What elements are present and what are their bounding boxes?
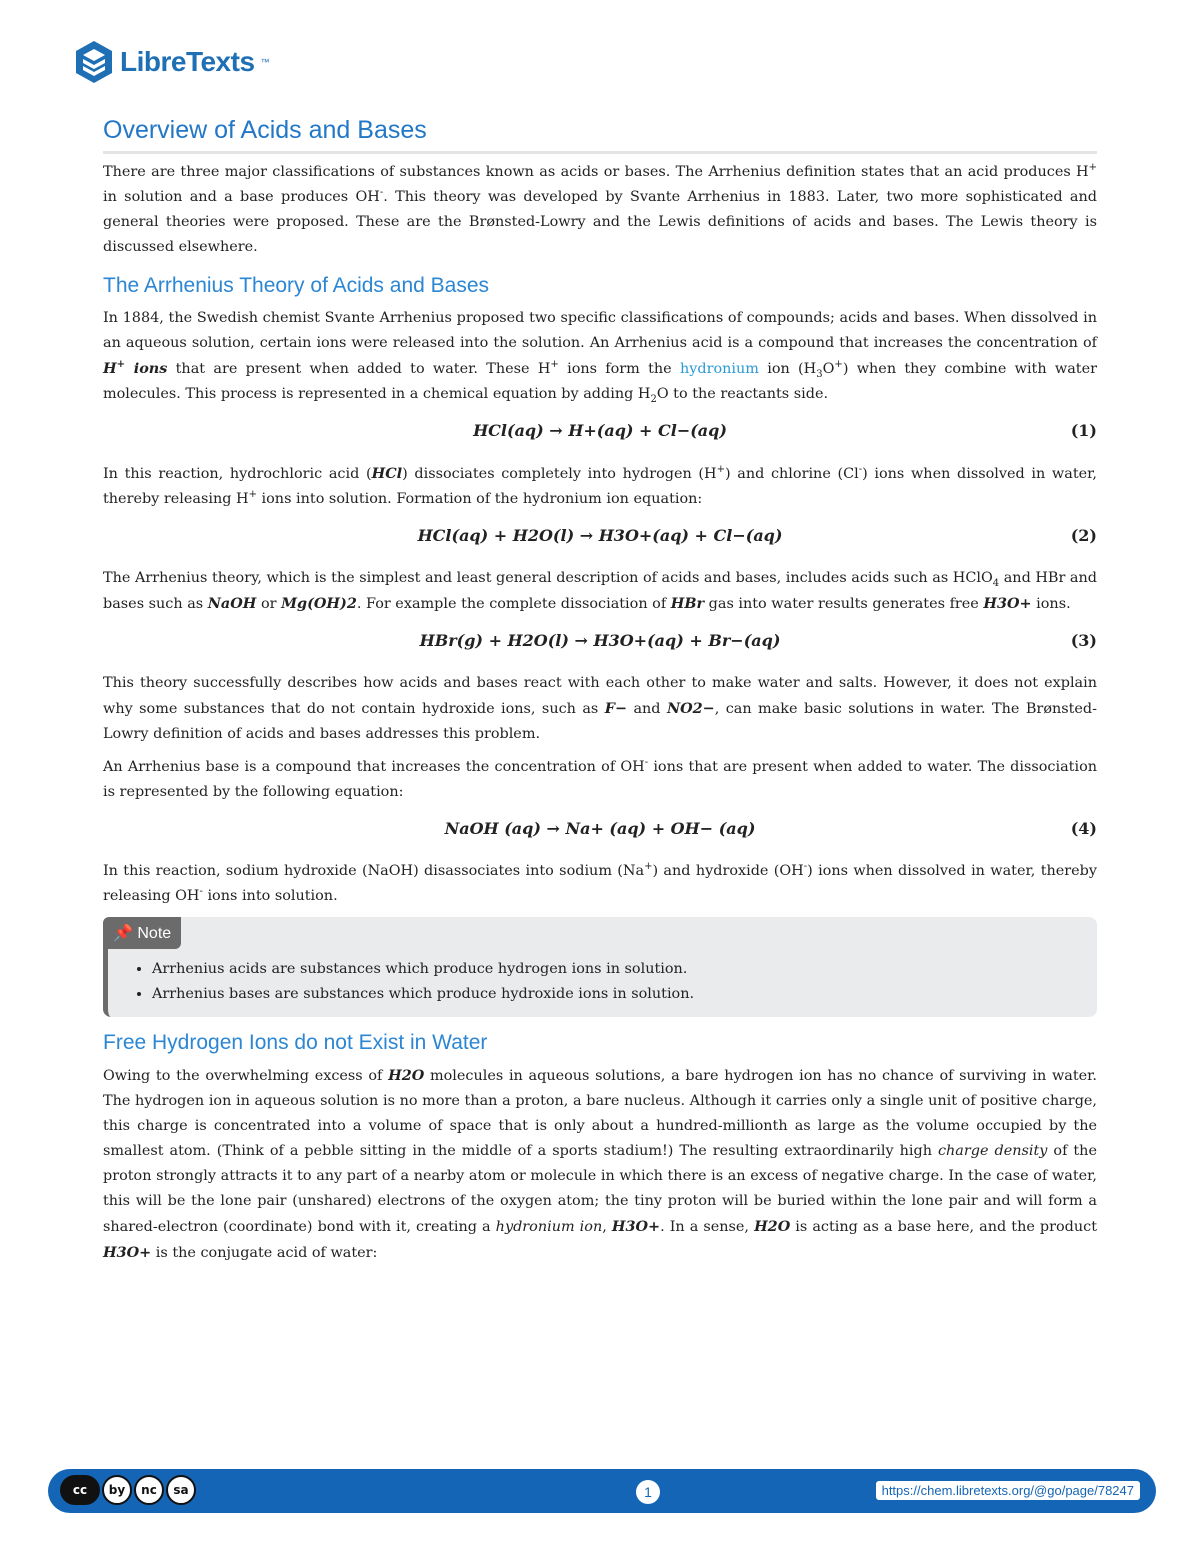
superscript: - bbox=[644, 757, 649, 769]
text: of the proton strongly attracts it to any part of a nearby atom or molecule in which there is an excess of negative charge. In the case of water, this will be the lone pair (unshared) electrons of the oxygen atom; the tiny proton will be buried within the lone pair and will form a shared-electron (coordinate) bond with it, creating a bbox=[103, 1143, 1097, 1235]
page-number: 1 bbox=[636, 1480, 660, 1504]
text: gas into water results generates free bbox=[704, 596, 984, 612]
chem-naoh: NaOH bbox=[207, 595, 257, 612]
license-icons[interactable] bbox=[60, 1475, 196, 1505]
chem-h2o: H2O bbox=[388, 1067, 425, 1084]
text: , bbox=[602, 1219, 612, 1235]
text: In 1884, the Swedish chemist Svante Arrhenius proposed two specific classifications of compounds; acids and bases. When dissolved in an aqueous solution, certain ions were released into the solution. An Arrhenius acid is a compound that increases the concentration of bbox=[103, 310, 1097, 351]
text: is acting as a base here, and the product bbox=[790, 1219, 1097, 1235]
arrhenius-paragraph-2 bbox=[103, 461, 1097, 512]
note-label: Note bbox=[137, 925, 172, 942]
chem-h3o-plus: H3O+ bbox=[611, 1218, 661, 1235]
equation-3 bbox=[103, 625, 1097, 665]
text: ) when they combine with water molecules. This process is represented in a chemical equation by adding H bbox=[103, 361, 1097, 402]
libretexts-logo-icon bbox=[74, 40, 114, 84]
equation-formula: HCl(aq) + H2O(l) → H3O+(aq) + Cl−(aq) bbox=[417, 526, 783, 545]
text: In this reaction, sodium hydroxide (NaOH) disassociates into sodium (Na bbox=[103, 863, 645, 879]
equation-number: (4) bbox=[1070, 819, 1097, 838]
text: An Arrhenius base is a compound that increases the concentration of OH bbox=[103, 759, 645, 775]
chem-hcl: HCl bbox=[371, 465, 403, 482]
superscript: + bbox=[116, 359, 125, 371]
text: ) dissociates completely into hydrogen (H bbox=[402, 466, 717, 482]
text: O bbox=[822, 361, 835, 377]
superscript: - bbox=[199, 886, 203, 898]
text: This theory successfully describes how acids and bases react with each other to make water and salts. However, it does not explain why some substances that do not contain hydroxide ions, such as bbox=[103, 675, 1097, 717]
text: . This theory was developed by Svante Arrhenius in 1883. Later, two more sophisticated and general theories were proposed. These are the Brønsted-Lowry and the Lewis definitions of acids and bases. The Lewis theory is discussed elsewhere. bbox=[103, 189, 1097, 255]
sa-icon: sa bbox=[166, 1475, 196, 1505]
article-content bbox=[103, 116, 1097, 1274]
chem-h3o-plus: H3O+ bbox=[103, 1244, 152, 1261]
text: There are three major classifications of substances known as acids or bases. The Arrhenius definition states that an acid produces H bbox=[103, 164, 1089, 180]
list-item: • Arrhenius bases are substances which produce hydroxide ions in solution. bbox=[152, 982, 1077, 1007]
superscript: + bbox=[644, 861, 653, 873]
superscript: - bbox=[803, 861, 808, 873]
text: The Arrhenius theory, which is the simplest and least general description of acids and bases, includes acids such as HClO bbox=[103, 570, 993, 586]
text: . For example the complete dissociation of bbox=[356, 596, 671, 612]
subscript: 3 bbox=[816, 368, 823, 380]
text: O to the reactants side. bbox=[656, 386, 829, 402]
text: is the conjugate acid of water: bbox=[151, 1245, 378, 1261]
text: ions form the bbox=[558, 361, 680, 377]
chem-h2o: H2O bbox=[754, 1218, 791, 1235]
text: ions into solution. Formation of the hydronium ion equation: bbox=[256, 491, 703, 507]
chem-mgoh2: Mg(OH)2 bbox=[281, 595, 357, 612]
equation-4 bbox=[103, 813, 1097, 853]
note-box bbox=[103, 917, 1097, 1017]
text: or bbox=[256, 596, 282, 612]
section-heading-free-hydrogen: Free Hydrogen Ions do not Exist in Water bbox=[103, 1031, 488, 1054]
intro-paragraph bbox=[103, 160, 1097, 260]
list-item: • Arrhenius acids are substances which produce hydrogen ions in solution. bbox=[152, 957, 1077, 982]
superscript: + bbox=[716, 464, 725, 476]
hydronium-link[interactable]: hydronium bbox=[679, 361, 759, 377]
section-heading-arrhenius: The Arrhenius Theory of Acids and Bases bbox=[103, 274, 489, 297]
arrhenius-paragraph-5 bbox=[103, 755, 1097, 805]
text: and bbox=[627, 701, 667, 717]
page-url-link[interactable]: https://chem.libretexts.org/@go/page/78247 bbox=[876, 1481, 1140, 1500]
equation-formula: HCl(aq) → H+(aq) + Cl−(aq) bbox=[473, 421, 727, 440]
superscript: + bbox=[248, 489, 257, 501]
by-icon: by bbox=[102, 1475, 132, 1505]
superscript: - bbox=[379, 187, 384, 199]
chem-h-plus bbox=[103, 360, 167, 377]
text: molecules in aqueous solutions, a bare hydrogen ion has no chance of surviving in water. The hydrogen ion in aqueous solution is no more than a proton, a bare nucleus. Although it carries only a single unit of positive charge, this charge is concentrated into a volume of space that is only about a hundred-millionth as large as the volume occupied by the smallest atom. (Think of a pebble sitting in the middle of a sports stadium!) The resulting extraordinarily high bbox=[103, 1068, 1098, 1159]
page-footer bbox=[48, 1469, 1156, 1513]
text: ions. bbox=[1031, 596, 1071, 612]
emphasis: charge density bbox=[937, 1143, 1048, 1159]
text: ion (H bbox=[758, 361, 817, 377]
text: Owing to the overwhelming excess of bbox=[103, 1068, 389, 1084]
arrhenius-paragraph-3 bbox=[103, 566, 1097, 617]
chem-h3o-plus: H3O+ bbox=[983, 595, 1032, 612]
text: ) and hydroxide (OH bbox=[652, 863, 804, 879]
text: ) ions when dissolved in water, thereby releasing OH bbox=[103, 863, 1097, 904]
cc-icon: cc bbox=[60, 1475, 100, 1505]
text: ions bbox=[125, 360, 168, 377]
libretexts-logo[interactable] bbox=[74, 40, 270, 84]
equation-2 bbox=[103, 520, 1097, 560]
emphasis: hydronium ion bbox=[495, 1219, 603, 1235]
chem-nitrite: NO2− bbox=[666, 700, 715, 717]
arrhenius-paragraph-1 bbox=[103, 306, 1097, 407]
text: and HBr and bases such as bbox=[103, 570, 1097, 612]
equation-number: (1) bbox=[1070, 421, 1097, 440]
arrhenius-paragraph-4 bbox=[103, 671, 1097, 747]
note-list bbox=[128, 957, 1077, 1007]
superscript: - bbox=[858, 464, 863, 476]
chem-hbr: HBr bbox=[670, 595, 705, 612]
equation-formula: NaOH (aq) → Na+ (aq) + OH− (aq) bbox=[444, 819, 756, 838]
text: ions into solution. bbox=[202, 888, 338, 904]
text: . In a sense, bbox=[660, 1219, 755, 1235]
free-hydrogen-paragraph bbox=[103, 1063, 1097, 1266]
equation-1 bbox=[103, 415, 1097, 455]
equation-formula: HBr(g) + H2O(l) → H3O+(aq) + Br−(aq) bbox=[419, 631, 781, 650]
equation-number: (3) bbox=[1070, 631, 1097, 650]
pin-icon: 📌 bbox=[113, 925, 133, 942]
note-tab bbox=[103, 917, 181, 949]
text: H bbox=[103, 360, 117, 377]
text: that are present when added to water. These H bbox=[167, 361, 551, 377]
text: in solution and a base produces OH bbox=[103, 189, 380, 205]
text: ) and chlorine (Cl bbox=[724, 466, 859, 482]
subscript: 4 bbox=[992, 577, 1000, 589]
superscript: + bbox=[1088, 162, 1097, 174]
text: , can make basic solutions in water. The Brønsted-Lowry definition of acids and bases addresses this problem. bbox=[103, 701, 1098, 742]
nc-icon: nc bbox=[134, 1475, 164, 1505]
logo-text: LibreTexts bbox=[120, 46, 255, 77]
superscript: + bbox=[834, 359, 843, 371]
text: In this reaction, hydrochloric acid ( bbox=[103, 466, 372, 482]
chem-fluoride: F− bbox=[604, 700, 628, 717]
arrhenius-paragraph-6 bbox=[103, 859, 1097, 909]
text: ) ions when dissolved in water, thereby releasing H bbox=[103, 466, 1097, 507]
equation-number: (2) bbox=[1070, 526, 1097, 545]
page-title: Overview of Acids and Bases bbox=[103, 116, 1097, 154]
subscript: 2 bbox=[650, 393, 657, 405]
text: ions that are present when added to water. The dissociation is represented by the following equation: bbox=[103, 759, 1097, 800]
logo-trademark: ™ bbox=[260, 57, 270, 67]
superscript: + bbox=[550, 359, 559, 371]
